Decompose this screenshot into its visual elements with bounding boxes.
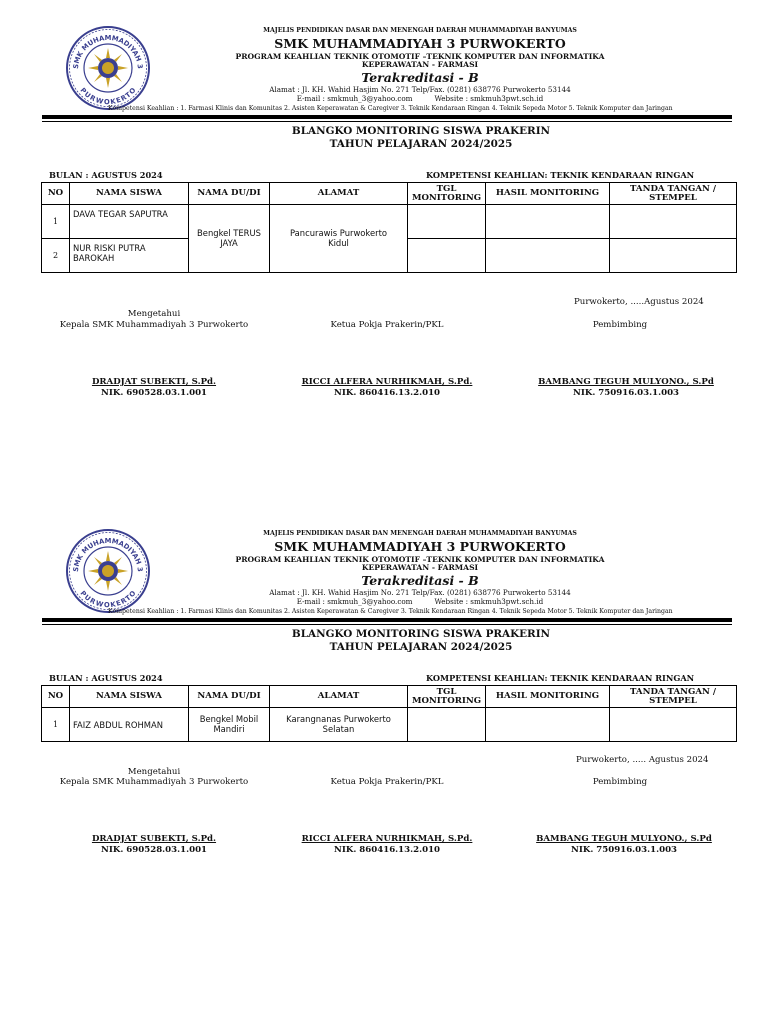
col-tgl-monitoring: TGL MONITORING (408, 183, 486, 205)
kepala-role: Kepala SMK Muhammadiyah 3 Purwokerto (59, 320, 249, 330)
accreditation: Terakreditasi - B (361, 70, 479, 85)
header-divider-thick (42, 618, 732, 622)
place-date: Purwokerto, ..... Agustus 2024 (576, 755, 709, 765)
table-row (42, 205, 737, 239)
hasil-monitoring-cell[interactable] (486, 708, 610, 742)
school-logo-icon (64, 527, 152, 615)
monitoring-sheet-2 (0, 503, 768, 983)
header-divider-thick (42, 115, 732, 119)
monitoring-table (41, 685, 737, 742)
col-no: NO (42, 183, 70, 205)
kompetensi-list: Kompetensi Keahlian : 1. Farmasi Klinis dan Komunitas 2. Asisten Keperawatan & Caregiver 3. Teknik Kendaraan Ringan 4. Teknik Sepeda Motor 5. Teknik Komputer dan Jaringan (108, 105, 673, 112)
mengetahui-label: Mengetahui (127, 309, 181, 319)
svg-text:PURWOKERTO: PURWOKERTO (78, 86, 138, 107)
row-no: 1 (42, 205, 70, 239)
pembimbing-role: Pembimbing (592, 777, 648, 787)
month-label: BULAN : AGUSTUS 2024 (49, 170, 163, 180)
svg-text:PURWOKERTO: PURWOKERTO (78, 589, 138, 610)
dudi-name: Bengkel Mobil Mandiri (189, 708, 270, 742)
school-address: Alamat : Jl. KH. Wahid Hasjim No. 271 Telp/Fax. (0281) 638776 Purwokerto 53144 (269, 588, 571, 597)
kepala-name: DRADJAT SUBEKTI, S.Pd. (91, 377, 217, 387)
col-nama-dudi: NAMA DU/DI (189, 686, 270, 708)
kepala-role: Kepala SMK Muhammadiyah 3 Purwokerto (59, 777, 249, 787)
competency-label: KOMPETENSI KEAHLIAN: TEKNIK KENDARAAN RINGAN (426, 170, 695, 180)
table-header-row (42, 686, 737, 708)
col-nama-siswa: NAMA SISWA (70, 686, 189, 708)
svg-text:SMK MUHAMMADIYAH 3: SMK MUHAMMADIYAH 3 (71, 33, 145, 70)
student-name: DAVA TEGAR SAPUTRA (70, 205, 189, 239)
pokja-role: Ketua Pokja Prakerin/PKL (330, 777, 444, 787)
pokja-role: Ketua Pokja Prakerin/PKL (330, 320, 444, 330)
mengetahui-label: Mengetahui (127, 767, 181, 777)
pokja-nik: NIK. 860416.13.2.010 (333, 388, 441, 398)
row-no: 2 (42, 239, 70, 273)
pembimbing-role: Pembimbing (592, 320, 648, 330)
pokja-name: RICCI ALFERA NURHIKMAH, S.Pd. (301, 377, 473, 387)
kepala-nik: NIK. 690528.03.1.001 (100, 845, 208, 855)
dudi-address: Pancurawis Purwokerto Kidul (270, 205, 408, 273)
competency-label: KOMPETENSI KEAHLIAN: TEKNIK KENDARAAN RINGAN (426, 673, 695, 683)
col-tanda-tangan: TANDA TANGAN / STEMPEL (610, 183, 737, 205)
hasil-monitoring-cell[interactable] (486, 205, 610, 239)
col-hasil-monitoring: HASIL MONITORING (486, 183, 610, 205)
pembimbing-nik: NIK. 750916.03.1.003 (572, 388, 680, 398)
pembimbing-name: BAMBANG TEGUH MULYONO., S.Pd (536, 834, 712, 844)
header-divider-thin (42, 121, 732, 122)
signature-cell[interactable] (610, 708, 737, 742)
contact-line (150, 598, 690, 606)
dudi-name: Bengkel TERUS JAYA (189, 205, 270, 273)
program-line-1: PROGRAM KEAHLIAN TEKNIK OTOMOTIF –TEKNIK KOMPUTER DAN INFORMATIKA (235, 555, 605, 564)
contact-line (150, 95, 690, 103)
school-address: Alamat : Jl. KH. Wahid Hasjim No. 271 Telp/Fax. (0281) 638776 Purwokerto 53144 (269, 85, 571, 94)
col-tanda-tangan: TANDA TANGAN / STEMPEL (610, 686, 737, 708)
col-hasil-monitoring: HASIL MONITORING (486, 686, 610, 708)
col-no: NO (42, 686, 70, 708)
header-divider-thin (42, 624, 732, 625)
monitoring-sheet-1 (0, 0, 768, 480)
school-logo-icon (64, 24, 152, 112)
school-name: SMK MUHAMMADIYAH 3 PURWOKERTO (274, 36, 566, 51)
col-alamat: ALAMAT (270, 183, 408, 205)
pembimbing-name: BAMBANG TEGUH MULYONO., S.Pd (538, 377, 714, 387)
col-nama-dudi: NAMA DU/DI (189, 183, 270, 205)
program-line-1: PROGRAM KEAHLIAN TEKNIK OTOMOTIF –TEKNIK KOMPUTER DAN INFORMATIKA (235, 52, 605, 61)
pokja-nik: NIK. 860416.13.2.010 (333, 845, 441, 855)
org-name: MAJELIS PENDIDIKAN DASAR DAN MENENGAH DAERAH MUHAMMADIYAH BANYUMAS (263, 27, 577, 34)
kepala-name: DRADJAT SUBEKTI, S.Pd. (91, 834, 217, 844)
dudi-address: Karangnanas Purwokerto Selatan (270, 708, 408, 742)
col-nama-siswa: NAMA SISWA (70, 183, 189, 205)
signature-cell[interactable] (610, 205, 737, 239)
student-name: FAIZ ABDUL ROHMAN (70, 708, 189, 742)
tgl-monitoring-cell[interactable] (408, 239, 486, 273)
svg-text:SMK MUHAMMADIYAH 3: SMK MUHAMMADIYAH 3 (71, 536, 145, 573)
tgl-monitoring-cell[interactable] (408, 205, 486, 239)
form-title: BLANGKO MONITORING SISWA PRAKERIN (291, 628, 551, 640)
place-date: Purwokerto, .....Agustus 2024 (574, 297, 704, 307)
email: E-mail : smkmuh_3@yahoo.com (296, 597, 413, 606)
row-no: 1 (42, 708, 70, 742)
org-name: MAJELIS PENDIDIKAN DASAR DAN MENENGAH DAERAH MUHAMMADIYAH BANYUMAS (263, 530, 577, 537)
monitoring-table (41, 182, 737, 273)
email: E-mail : smkmuh_3@yahoo.com (296, 94, 413, 103)
accreditation: Terakreditasi - B (361, 573, 479, 588)
month-label: BULAN : AGUSTUS 2024 (49, 673, 163, 683)
signature-cell[interactable] (610, 239, 737, 273)
kompetensi-list: Kompetensi Keahlian : 1. Farmasi Klinis dan Komunitas 2. Asisten Keperawatan & Caregiver 3. Teknik Kendaraan Ringan 4. Teknik Sepeda Motor 5. Teknik Komputer dan Jaringan (108, 608, 673, 615)
tgl-monitoring-cell[interactable] (408, 708, 486, 742)
pembimbing-nik: NIK. 750916.03.1.003 (570, 845, 678, 855)
website: Website : smkmuh3pwt.sch.id (434, 94, 544, 103)
website: Website : smkmuh3pwt.sch.id (434, 597, 544, 606)
form-title: BLANGKO MONITORING SISWA PRAKERIN (291, 125, 551, 137)
program-line-2: KEPERAWATAN - FARMASI (361, 563, 479, 572)
kepala-nik: NIK. 690528.03.1.001 (100, 388, 208, 398)
program-line-2: KEPERAWATAN - FARMASI (361, 60, 479, 69)
student-name: NUR RISKI PUTRA BAROKAH (70, 239, 189, 273)
col-tgl-monitoring: TGL MONITORING (408, 686, 486, 708)
col-alamat: ALAMAT (270, 686, 408, 708)
hasil-monitoring-cell[interactable] (486, 239, 610, 273)
school-name: SMK MUHAMMADIYAH 3 PURWOKERTO (274, 539, 566, 554)
table-header-row (42, 183, 737, 205)
table-row (42, 708, 737, 742)
form-year: TAHUN PELAJARAN 2024/2025 (329, 138, 513, 150)
form-year: TAHUN PELAJARAN 2024/2025 (329, 641, 513, 653)
pokja-name: RICCI ALFERA NURHIKMAH, S.Pd. (301, 834, 473, 844)
